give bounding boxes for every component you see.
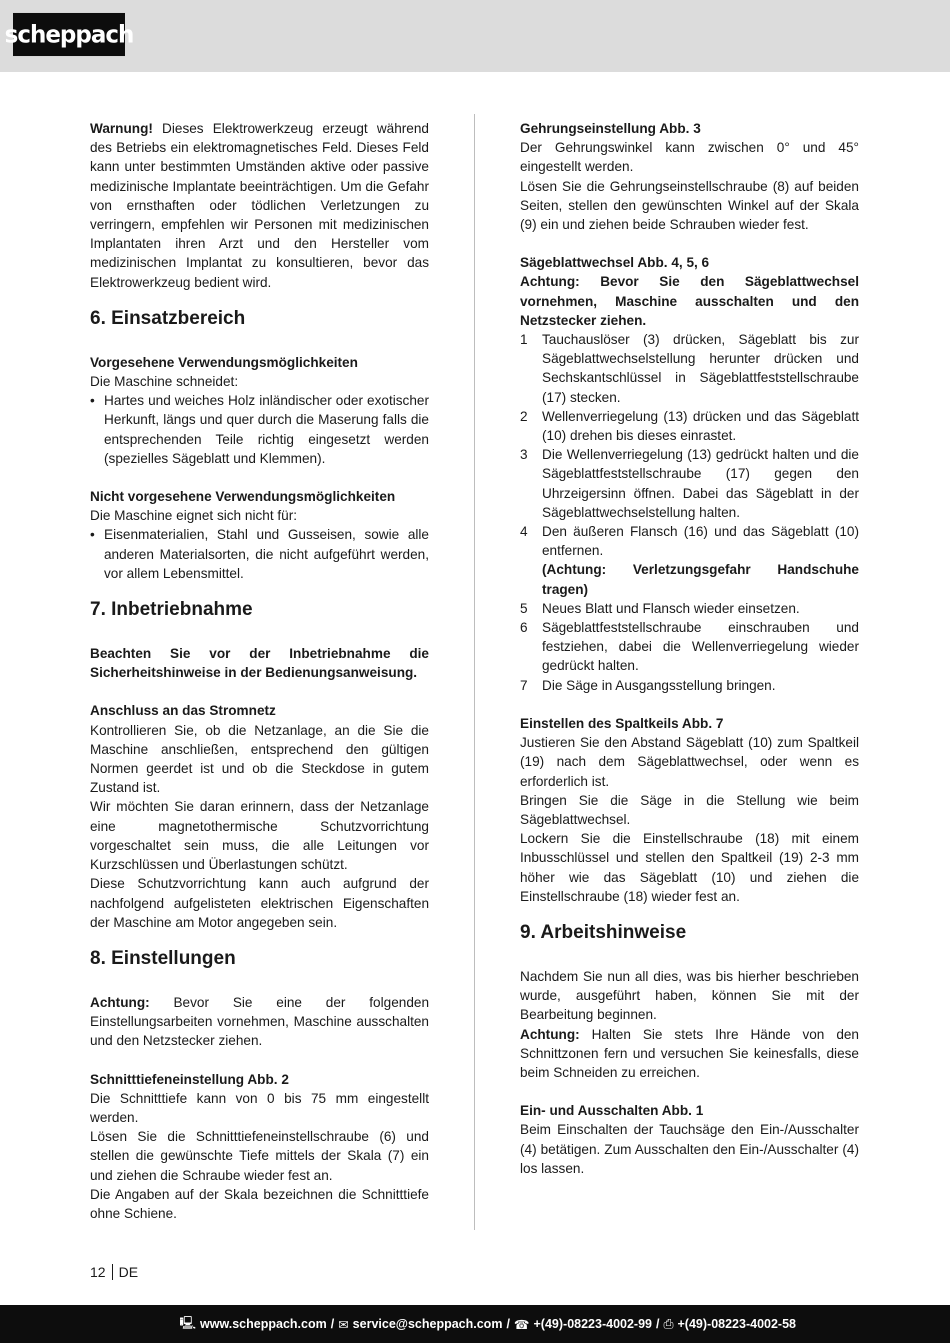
section-6-title: 6. Einsatzbereich: [90, 307, 246, 329]
step-text: Den äußeren Flansch (16) und das Sägeblatt (10) entfernen.: [542, 524, 859, 559]
step-number: 7: [520, 677, 528, 693]
section-8-title: 8. Einstellungen: [90, 947, 236, 969]
not-intended-bullet-text: Eisenmaterialien, Stahl und Gusseisen, sowie alle anderen Materialsorten, die nicht aufgeführt werden, vor allem Lebensmittel.: [104, 527, 429, 581]
wedge-paragraph-3: Lockern Sie die Einstellschraube (18) mit einem Inbusschlüssel und stellen den Spaltkeil (19) 2-3 mm höher wie das Sägeblatt (10) und ziehen die Einstellschraube (18) wieder fest an.: [520, 831, 859, 904]
page-language: DE: [118, 1264, 139, 1280]
list-item: [520, 676, 859, 695]
switch-heading: Ein- und Ausschalten Abb. 1: [520, 1103, 704, 1119]
footer-phone: +(49)-08223-4002-99: [533, 1317, 652, 1331]
column-divider: [474, 114, 475, 1230]
step-text: Sägeblattfeststellschraube einschrauben und festziehen, dabei die Wellenverriegelung wieder gedrückt halten.: [542, 620, 859, 674]
wedge-heading: Einstellen des Spaltkeils Abb. 7: [520, 715, 724, 731]
bullet-mark: •: [90, 393, 95, 409]
page-number-separator: [112, 1264, 113, 1280]
step-text: Die Wellenverriegelung (13) gedrückt halten und die Sägeblattfeststellschraube (17) gegen den Uhrzeigersinn öffnen. Dabei das Sägeblatt in der Sägeblattwechselstellung halten.: [542, 447, 859, 520]
step-number: 5: [520, 600, 528, 616]
depth-paragraph-2: Lösen Sie die Schnitttiefeneinstellschraube (6) und stellen die gewünschte Tiefe mittels der Skala (7) ein und ziehen die Schraube wieder fest an.: [90, 1129, 429, 1183]
left-column: [90, 119, 429, 1223]
brand-logo-text: scheppach: [4, 20, 134, 49]
step-text: Die Säge in Ausgangsstellung bringen.: [542, 677, 776, 693]
depth-paragraph-1: Die Schnitttiefe kann von 0 bis 75 mm eingestellt werden.: [90, 1090, 429, 1125]
blade-change-steps: [520, 330, 859, 695]
switch-paragraph: Beim Einschalten der Tauchsäge den Ein-/Ausschalter (4) betätigen. Zum Ausschalten den Ein-/Ausschalter (4) los lassen.: [520, 1122, 859, 1176]
intended-use-bullet-text: Hartes und weiches Holz inländischer oder exotischer Herkunft, längs und quer durch die Maserung falls die entsprechenden Teile richtig eingesetzt werden (spezielles Sägeblatt und Klemmen).: [104, 393, 429, 466]
miter-paragraph-2: Lösen Sie die Gehrungseinstellschraube (8) auf beiden Seiten, stellen den gewünschten Winkel auf der Skala (9) ein und ziehen beide Schrauben wieder fest.: [520, 178, 859, 233]
miter-paragraph-1: Der Gehrungswinkel kann zwischen 0° und 45° eingestellt werden.: [520, 140, 859, 175]
right-column: [520, 119, 859, 1178]
footer-separator: /: [506, 1317, 510, 1331]
contact-footer: [0, 1305, 950, 1343]
warning-text: Dieses Elektrowerkzeug erzeugt während des Betriebs ein elektromagnetisches Feld. Dieses Feld kann unter bestimmten Umständen aktive oder passive medizinische Implantate beeinträchtigen. Um die Gefahr von ernsthaften oder tödlichen Verletzungen zu verringern, empfehlen wir Personen mit medizinischen Implantaten ihren Arzt und den Hersteller vom medizinischen Implantat zu konsultieren, bevor das Elektrowerkzeug bedient wird.: [90, 121, 429, 290]
not-intended-heading: Nicht vorgesehene Verwendungsmöglichkeiten: [90, 489, 396, 505]
step-number: 3: [520, 447, 528, 463]
warning-label: Warnung!: [90, 121, 153, 136]
power-paragraph-3: Diese Schutzvorrichtung kann auch aufgrund der nachfolgend aufgelisteten elektrischen Eigenschaften der Maschine am Motor angegeben sein.: [90, 876, 429, 930]
phone-icon: ☎: [513, 1317, 530, 1332]
blade-change-heading: Sägeblattwechsel Abb. 4, 5, 6: [520, 255, 710, 271]
page-number: [90, 1264, 138, 1280]
list-item: [520, 407, 859, 445]
not-intended-intro: Die Maschine eignet sich nicht für:: [90, 508, 298, 524]
bullet-mark: •: [90, 527, 95, 543]
work-paragraph-1: Nachdem Sie nun all dies, was bis hierher beschrieben wurde, ausgeführt haben, können Sie mit der Bearbeitung beginnen.: [520, 968, 859, 1023]
depth-heading: Schnitttiefeneinstellung Abb. 2: [90, 1071, 289, 1087]
power-paragraph-1: Kontrollieren Sie, ob die Netzanlage, an die Sie die Maschine anschließen, entsprechend den gültigen Normen geerdet ist und ob die Steckdose in gutem Zustand ist.: [90, 722, 429, 796]
list-item: [520, 599, 859, 618]
computer-icon: 🖳: [179, 1315, 197, 1330]
page-number-value: 12: [90, 1264, 106, 1280]
footer-separator: /: [330, 1317, 335, 1331]
work-warning: [520, 1025, 859, 1083]
power-paragraph-2: Wir möchten Sie daran erinnern, dass der Netzanlage eine magnetothermische Schutzvorrichtung vorgeschaltet sein muss, die alle Leitungen vor Kurzschlüssen und Überlastungen schützt.: [90, 799, 429, 873]
settings-warning: [90, 993, 429, 1051]
list-item: [520, 445, 859, 522]
wedge-paragraph-1: Justieren Sie den Abstand Sägeblatt (10) zum Spaltkeil (19) nach dem Sägeblattwechsel, oder wenn es erforderlich ist.: [520, 735, 859, 789]
miter-heading: Gehrungseinstellung Abb. 3: [520, 121, 701, 136]
settings-warning-label: Achtung:: [90, 994, 150, 1010]
intended-use-intro: Die Maschine schneidet:: [90, 374, 239, 390]
intended-use-heading: Vorgesehene Verwendungsmöglichkeiten: [90, 354, 358, 370]
step-text: Wellenverriegelung (13) drücken und das Sägeblatt (10) drehen bis dieses einrastet.: [542, 408, 859, 444]
list-item: [520, 330, 859, 407]
section-7-title: 7. Inbetriebnahme: [90, 599, 253, 621]
step-text: Tauchauslöser (3) drücken, Sägeblatt bis zur Sägeblattwechselstellung herunter drücken und Sechskantschlüssel in Sägeblattfeststellschraube (17) stecken.: [542, 332, 859, 405]
footer-separator: /: [656, 1317, 660, 1331]
step-note: (Achtung: Verletzungsgefahr Handschuhe tragen): [542, 562, 859, 597]
work-warning-label: Achtung:: [520, 1026, 580, 1042]
wedge-paragraph-2: Bringen Sie die Säge in die Stellung wie beim Sägeblattwechsel.: [520, 792, 859, 827]
footer-fax: +(49)-08223-4002-58: [677, 1317, 796, 1331]
blade-change-warning: Achtung: Bevor Sie den Sägeblattwechsel vornehmen, Maschine ausschalten und den Netzstecker ziehen.: [520, 274, 859, 328]
intended-use-bullet: [90, 391, 429, 468]
page-header: [0, 0, 950, 72]
step-number: 4: [520, 524, 528, 540]
footer-website[interactable]: www.scheppach.com: [200, 1317, 327, 1331]
not-intended-bullet: [90, 525, 429, 583]
settings-warning-text: Bevor Sie eine der folgenden Einstellungsarbeiten vornehmen, Maschine ausschalten und den Netzstecker ziehen.: [90, 994, 429, 1049]
step-number: 6: [520, 620, 528, 636]
work-warning-text: Halten Sie stets Ihre Hände von den Schnittzonen fern und versuchen Sie keinesfalls, diese beim Schneiden zu erreichen.: [520, 1026, 859, 1080]
warning-paragraph: [90, 119, 429, 292]
power-heading: Anschluss an das Stromnetz: [90, 703, 276, 719]
step-number: 1: [520, 332, 528, 348]
fax-icon: ⎙: [663, 1316, 674, 1331]
brand-logo: [4, 13, 134, 56]
list-item: [520, 618, 859, 676]
section-7-notice: Beachten Sie vor der Inbetriebnahme die Sicherheitshinweise in der Bedienungsanweisung.: [90, 646, 429, 681]
step-number: 2: [520, 408, 528, 424]
list-item: [520, 522, 859, 599]
footer-email[interactable]: service@scheppach.com: [352, 1317, 503, 1331]
depth-paragraph-3: Die Angaben auf der Skala bezeichnen die Schnitttiefe ohne Schiene.: [90, 1186, 429, 1221]
section-9-title: 9. Arbeitshinweise: [520, 921, 687, 943]
step-text: Neues Blatt und Flansch wieder einsetzen.: [542, 600, 800, 616]
mail-icon: ✉: [338, 1317, 349, 1332]
